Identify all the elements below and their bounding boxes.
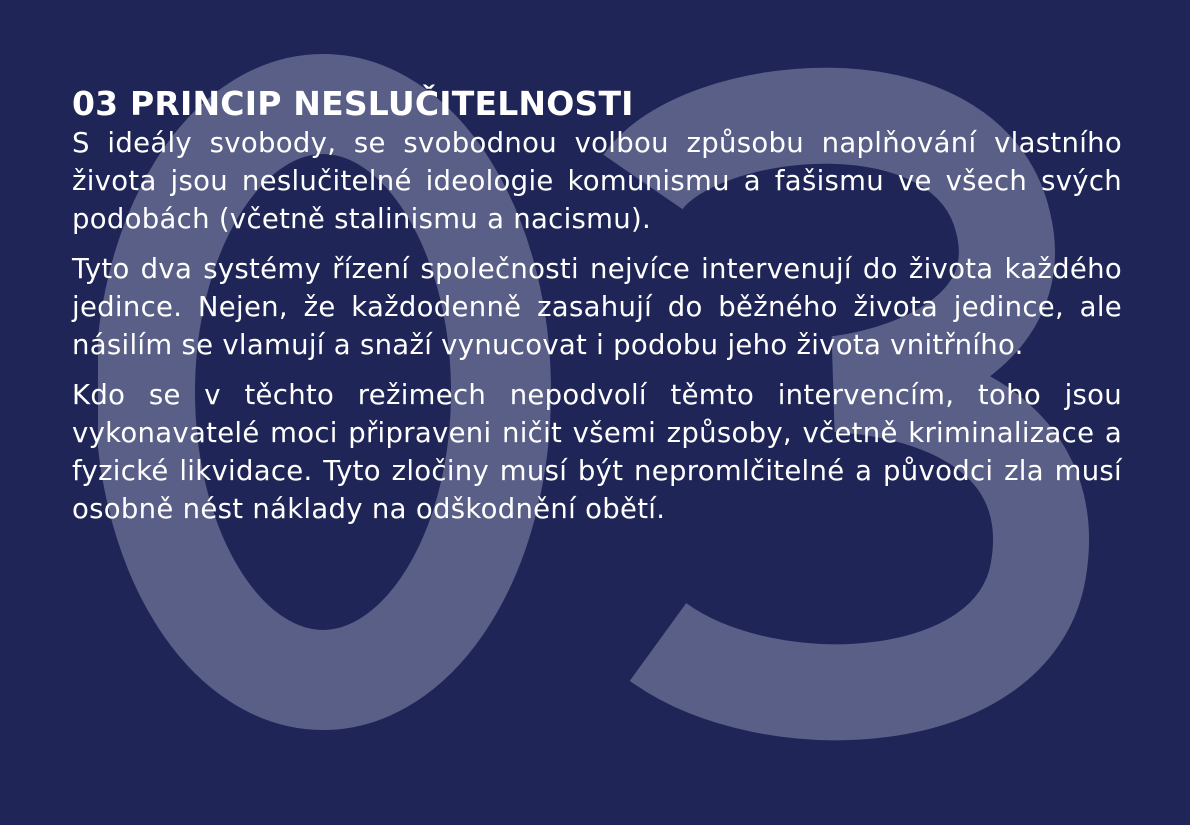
paragraph-3: Kdo se v těchto režimech nepodvolí těmto intervencím, toho jsou vykonavatelé moci připraveni ničit všemi způsoby, včetně kriminalizace a fyzické likvidace. Tyto zločiny musí být nepromlčitelné a původci zla musí osobně nést náklady na odškodnění obětí. <box>72 379 1122 525</box>
section-heading: 03 PRINCIP NESLUČITELNOSTI <box>72 84 634 123</box>
text-content <box>72 84 1122 540</box>
paragraph-1: S ideály svobody, se svobodnou volbou způsobu naplňování vlastního života jsou neslučitelné ideologie komunismu a fašismu ve všech svých podobách (včetně stalinismu a nacismu). <box>72 127 1122 235</box>
paragraph-2: Tyto dva systémy řízení společnosti nejvíce intervenují do života každého jedince. Nejen, že každodenně zasahují do běžného života jedince, ale násilím se vlamují a snaží vynucovat i podobu jeho života vnitřního. <box>72 253 1122 361</box>
